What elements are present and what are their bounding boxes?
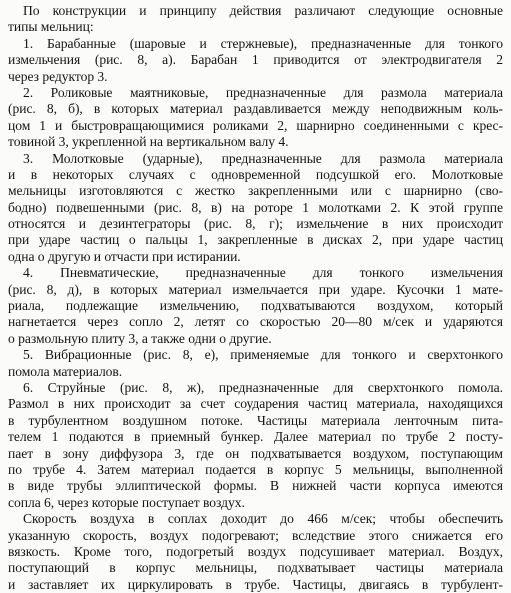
text-line: Скорость воздуха в соплах доходит до 466 м/сек; чтобы обеспечить xyxy=(23,511,503,527)
text-line: типы мельниц: xyxy=(8,19,94,35)
text-line: пает в зону диффузора 3, где он подхватывается воздухом, поступающим xyxy=(8,445,503,461)
text-line: помола материалов. xyxy=(8,363,123,379)
text-line: и заставляет их циркулировать в трубе. Частицы, двигаясь в турбулент- xyxy=(8,576,503,592)
text-line: бодно) подвешенными (рис. 8, в) на роторе 1 молотками 2. К этой группе xyxy=(8,199,503,215)
text-line: поступающий в корпус мельницы, подхватывает частицы материала xyxy=(8,560,503,576)
text-line: По конструкции и принципу действия различают следующие основные xyxy=(23,3,503,18)
text-line: по трубе 4. Затем материал подается в корпус 5 мельницы, выполненной xyxy=(8,461,503,477)
text-line: одна о другую и отчасти при истирании. xyxy=(8,248,241,264)
text-line: 1. Барабанные (шаровые и стержневые), предназначенные для тонкого xyxy=(23,35,503,51)
text-line: (рис. 8, д), в которых материал измельчается при ударе. Кусочки 1 мате- xyxy=(8,281,503,297)
text-line: указанную скорость, воздух подогревают; вследствие этого снижается его xyxy=(8,527,503,543)
text-line: относятся и дезинтеграторы (рис. 8, г); измельчение в них происходит xyxy=(8,216,503,232)
text-line: (рис. 8, б), в которых материал раздавливается между неподвижным коль- xyxy=(8,101,503,117)
text-body xyxy=(8,3,503,593)
text-line: при ударе частиц о пальцы 1, закрепленные в дисках 2, при ударе частиц xyxy=(8,232,503,248)
text-line: риала, подлежащие измельчению, подхватываются воздухом, который xyxy=(8,298,503,314)
text-line: 6. Струйные (рис. 8, ж), предназначенные для сверхтонкого помола. xyxy=(23,379,503,395)
text-line: 4. Пневматические, предназначенные для тонкого измельчения xyxy=(23,265,503,281)
text-line: мельницы изготовляются с жестко закрепленными или с шарнирно (сво- xyxy=(8,183,503,199)
text-line: телем 1 подаются в приемный бункер. Далее материал по трубе 2 посту- xyxy=(8,429,503,445)
text-line: товиной 3, укрепленной на вертикальном валу 4. xyxy=(8,134,289,150)
text-line: в виде трубы эллиптической формы. В нижней части корпуса имеются xyxy=(8,478,503,494)
text-line: измельчения (рис. 8, а). Барабан 1 приводится от электродвигателя 2 xyxy=(8,52,503,68)
text-line: сопла 6, через которые поступает воздух. xyxy=(8,494,245,510)
text-line: цом 1 и быстровращающимися роликами 2, шарнирно соединенными с крес- xyxy=(8,117,503,133)
text-line: в турбулентном воздушном потоке. Частицы материала ленточным пита- xyxy=(8,412,503,428)
text-line: 3. Молотковые (ударные), предназначенные для размола материала xyxy=(23,150,503,166)
text-line: о размольную плиту 3, а также одни о другие. xyxy=(8,330,272,346)
text-line: и в некоторых случаях с одновременной подсушкой его. Молотковые xyxy=(8,166,503,182)
text-line: вязкость. Кроме того, подогретый воздух подсушивает материал. Воздух, xyxy=(8,543,503,559)
text-line: через редуктор 3. xyxy=(8,68,108,84)
text-line: Размол в них происходит за счет соударения частиц материала, находящихся xyxy=(8,396,503,412)
text-line: 2. Роликовые маятниковые, предназначенные для размола материала xyxy=(23,84,503,100)
text-line: 5. Вибрационные (рис. 8, е), применяемые для тонкого и сверхтонкого xyxy=(23,347,503,363)
text-line: нагнетается через сопло 2, летят со скоростью 20—80 м/сек и ударяются xyxy=(8,314,503,330)
